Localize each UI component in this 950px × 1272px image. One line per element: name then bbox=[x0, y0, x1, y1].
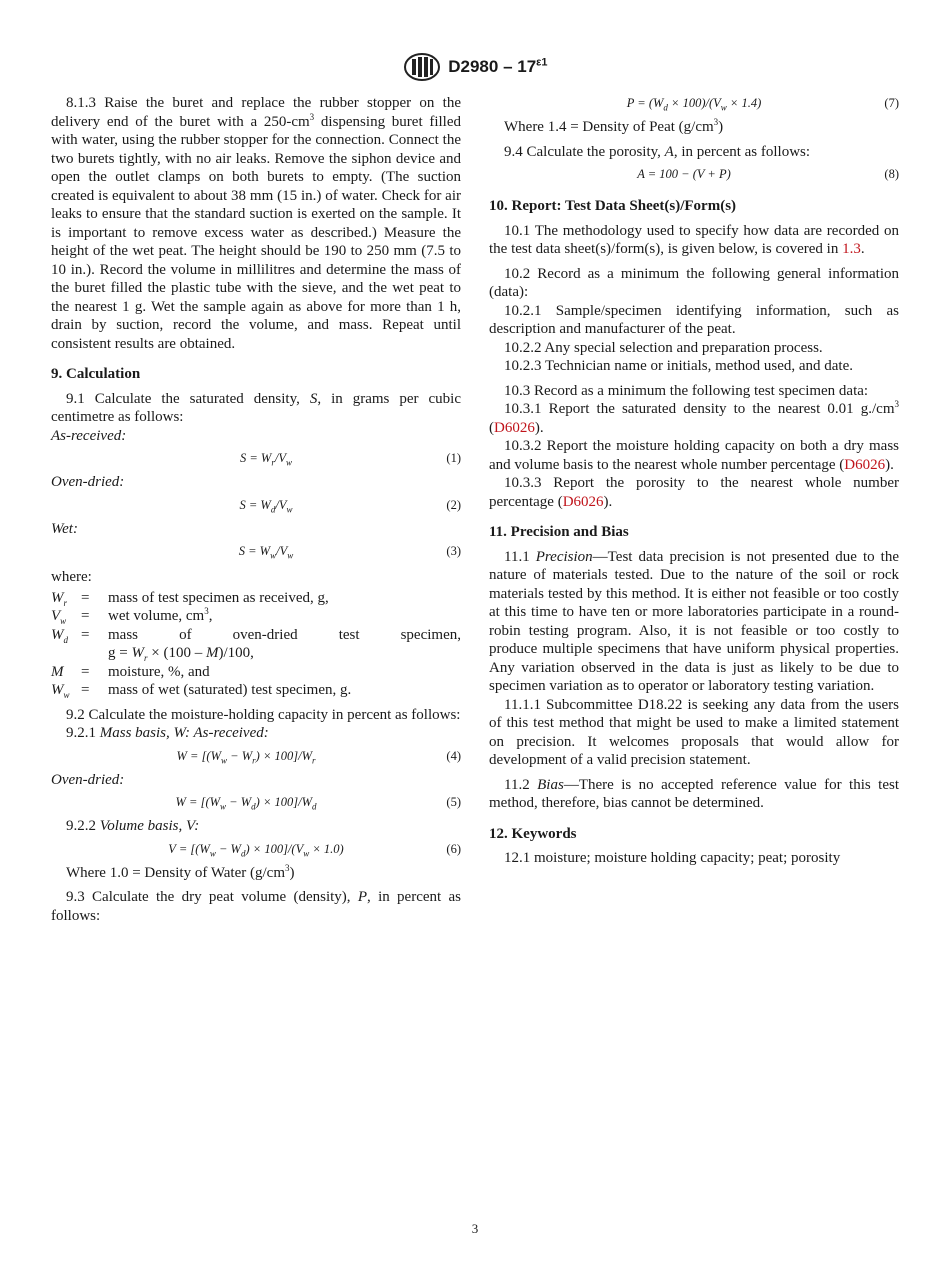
para-10-3-2: 10.3.2 Report the moisture holding capacity on both a dry mass and volume basis to the nearest whole number percentage (D6026). bbox=[489, 438, 899, 473]
link-1-3[interactable]: 1.3 bbox=[842, 241, 861, 257]
heading-12: 12. Keywords bbox=[489, 825, 577, 842]
link-d6026[interactable]: D6026 bbox=[844, 456, 886, 473]
label-wet: Wet: bbox=[51, 520, 78, 537]
definition-row: $W_r$ = mass of test specimen as received, g, bbox=[51, 589, 329, 608]
para-10-3-1: 10.3.1 Report the saturated density to the nearest 0.01 $g./cm^3$ (D6026). bbox=[489, 399, 899, 436]
para-10-2-1: 10.2.1 Sample/specimen identifying information, such as description and manufacturer of the peat. bbox=[489, 302, 899, 337]
designation: $D2980 - 17^{\varepsilon 1}$ bbox=[448, 56, 548, 76]
para-10-3: 10.3 Record as a minimum the following test specimen data: bbox=[504, 382, 869, 399]
para-8-1-3: 8.1.3 Raise the buret and replace the rubber stopper on the delivery end of the buret with a $250-cm^3$ dispensing buret filled with water, using the rubber stopper for the connection. Connect the two burets tightly, with no air leaks. Remove the siphon device and open the outlet clamps on both burets to empty. (The suction created is equivalent to about 38 mm (15 in.) of water. Check for air leaks to ensure that the standard suction is exerted on the sample. It is important to remove excess water as described.) Measure the height of the wet peat. The height should be 190 to 250 mm (7.5 to 10 in.). Record the volume in millilitres and determine the mass of the buret filled the plastic tube with the sieve, and the wet peat to the nearest 1 g. Wet the sample again as above for more than 1 h, drain by suction, record the volume, and mass. Repeat until consistent results are obtained. bbox=[51, 95, 461, 352]
equation-6: $V = [(W_w - W_d) \times 100]/(V_w \times 1.0)$ (6) bbox=[168, 841, 461, 858]
link-d6026[interactable]: D6026 bbox=[562, 493, 604, 510]
link-d6026[interactable]: D6026 bbox=[494, 419, 535, 436]
para-11-1-1: 11.1.1 Subcommittee D18.22 is seeking any data from the users of this test method that might be used to make a limited statement on precision. It welcomes proposals that would allow for development of a valid precision statement. bbox=[489, 696, 899, 768]
para-10-2: 10.2 Record as a minimum the following general information (data): bbox=[489, 265, 899, 300]
note-peat-density: Where 1.4 = Density of Peat $(g/cm^3)$ bbox=[504, 117, 724, 135]
page-header bbox=[0, 52, 950, 82]
para-9-4: 9.4 Calculate the porosity, A, in percent as follows: bbox=[504, 143, 811, 160]
equation-8: A = 100 − (V + P) (8) bbox=[637, 167, 899, 181]
equation-7: $P = (W_d \times 100)/(V_w \times 1.4)$ (7) bbox=[626, 96, 899, 113]
para-11-1: 11.1 Precision—Test data precision is not presented due to the nature of materials tested. Due to the nature of the soil or rock materials tested by this method. It is either not feasible or too costly at this time to have ten or more laboratories participate in a round-robin testing program. Also, it is not feasible or too costly to produce multiple specimens that have uniform physical properties. Any variation observed in the data is just as likely to be due to specimen variation as to operator or laboratory testing variation. bbox=[489, 548, 899, 694]
para-11-2: 11.2 Bias—There is no accepted reference value for this test method, therefore, bias cannot be determined. bbox=[489, 776, 899, 811]
para-9-2-2: 9.2.2 Volume basis, V: bbox=[66, 818, 200, 834]
para-9-1: 9.1 Calculate the saturated density, S, in grams per cubic centimetre as follows: bbox=[51, 390, 461, 425]
label-where: where: bbox=[51, 569, 92, 585]
equation-2: $S = W_d/V_w$ (2) bbox=[239, 497, 461, 514]
note-water-density: Where 1.0 = Density of Water $(g/cm^3)$ bbox=[66, 862, 295, 881]
label-as-received: As-received: bbox=[51, 427, 127, 444]
equation-3: $S = W_w/V_w$ (3) bbox=[238, 544, 461, 561]
heading-11: 11. Precision and Bias bbox=[489, 524, 629, 540]
para-10-3-3: 10.3.3 Report the porosity to the nearest whole number percentage (D6026). bbox=[489, 475, 899, 510]
definitions-table bbox=[51, 589, 461, 700]
definition-row: $W_d$ = mass of oven-dried test specimen, bbox=[51, 626, 461, 645]
page-number: 3 bbox=[471, 1221, 479, 1236]
para-9-2-1: 9.2.1 Mass basis, W: As-received: bbox=[66, 725, 269, 741]
para-10-2-2: 10.2.2 Any special selection and preparation process. bbox=[504, 339, 823, 356]
definition-row: $W_w$ = mass of wet (saturated) test specimen, g. bbox=[51, 682, 352, 700]
equation-5: $W = [(W_w - W_d) \times 100]/W_d$ (5) bbox=[175, 795, 461, 812]
definition-row: M = moisture, %, and bbox=[51, 663, 210, 680]
para-12-1: 12.1 moisture; moisture holding capacity; peat; porosity bbox=[504, 850, 841, 866]
para-10-2-3: 10.2.3 Technician name or initials, method used, and date. bbox=[504, 358, 853, 374]
definition-row: $V_w$ = wet volume, $cm^3$, bbox=[51, 606, 213, 626]
heading-10: 10. Report: Test Data Sheet(s)/Form(s) bbox=[489, 198, 737, 214]
label-oven-dried-2: Oven-dried: bbox=[51, 771, 125, 788]
right-column bbox=[489, 94, 899, 868]
astm-logo-icon bbox=[403, 52, 441, 82]
heading-9: 9. Calculation bbox=[51, 366, 141, 382]
para-10-1: 10.1 The methodology used to specify how data are recorded on the test data sheet(s)/form(s), is given below, is covered in 1.3. bbox=[489, 222, 899, 257]
equation-4: $W = [(W_w - W_r) \times 100]/W_r$ (4) bbox=[176, 748, 461, 765]
equation-1: $S = W_r/V_w$ (1) bbox=[240, 451, 461, 468]
para-9-3: 9.3 Calculate the dry peat volume (density), P, in percent as follows: bbox=[51, 889, 461, 924]
left-column bbox=[51, 94, 461, 925]
label-oven-dried: Oven-dried: bbox=[51, 474, 125, 490]
para-9-2: 9.2 Calculate the moisture-holding capacity in percent as follows: bbox=[66, 706, 461, 723]
definition-row-cont: $g = W_r \times (100 - M)/100$, bbox=[108, 645, 254, 663]
